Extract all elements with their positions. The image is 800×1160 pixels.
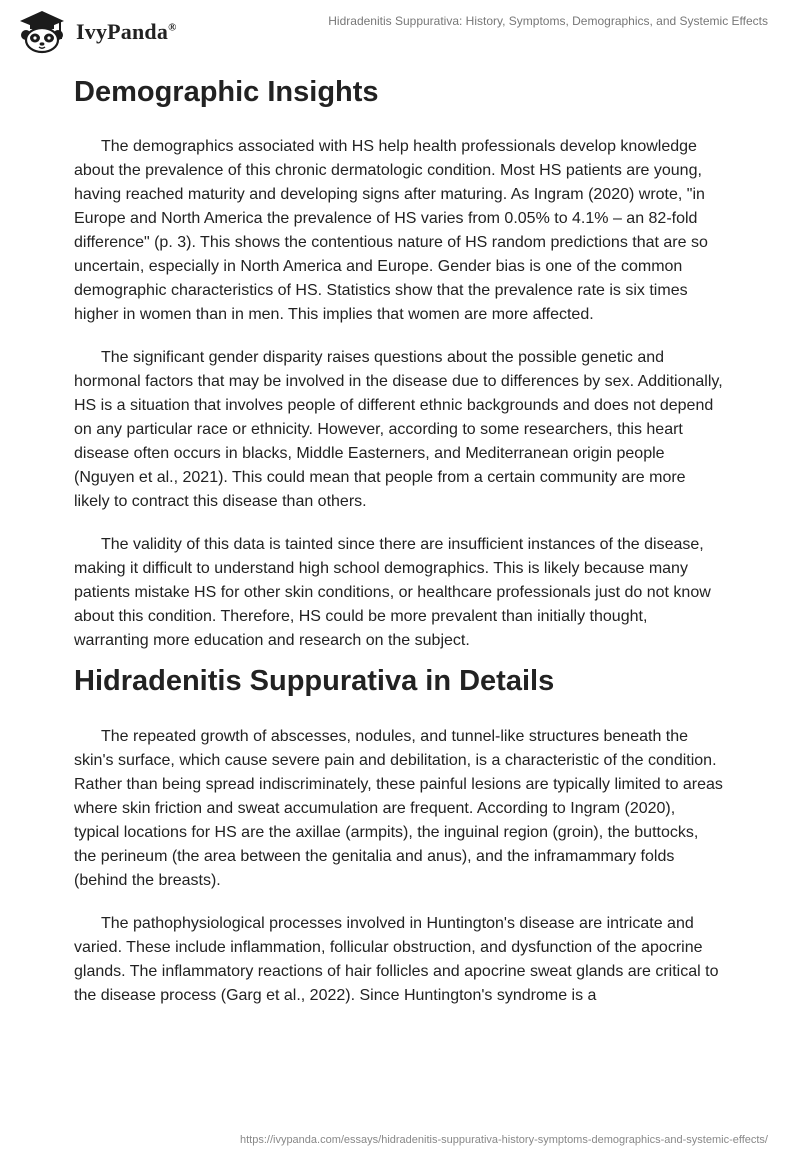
panda-graduate-icon <box>16 8 68 54</box>
section-heading-demographic-insights: Demographic Insights <box>74 76 379 108</box>
ivypanda-logo[interactable] <box>16 8 177 54</box>
paragraph: The demographics associated with HS help health professionals develop knowledge about the prevalence of this chronic dermatologic condition. Most HS patients are young, having reached maturity and developing signs after maturing. As Ingram (2020) wrote, "in Europe and North America the prevalence of HS varies from 0.05% to 4.1% – an 82-fold difference" (p. 3). This shows the contentious nature of HS random predictions that are so uncertain, especially in North America and Europe. Gender bias is one of the common demographic characteristics of HS. Statistics show that the prevalence rate is six times higher in women than in men. This implies that women are more affected. <box>74 138 708 323</box>
page-header <box>0 0 800 60</box>
logo-wordmark <box>76 19 177 45</box>
registered-mark: ® <box>168 21 177 34</box>
source-url[interactable]: https://ivypanda.com/essays/hidradenitis-suppurativa-history-symptoms-demographics-and-systemic-effects/ <box>239 1134 768 1146</box>
logo-name: IvyPanda <box>76 19 169 44</box>
document-running-title: Hidradenitis Suppurativa: History, Symptoms, Demographics, and Systemic Effects <box>328 14 768 28</box>
paragraph: The pathophysiological processes involved in Huntington's disease are intricate and varied. These include inflammation, follicular obstruction, and dysfunction of the apocrine glands. The inflammatory reactions of hair follicles and apocrine sweat glands are critical to the disease process (Garg et al., 2022). Since Huntington's syndrome is a <box>74 915 719 1004</box>
section-heading-hs-details: Hidradenitis Suppurativa in Details <box>74 665 555 697</box>
paragraph: The validity of this data is tainted since there are insufficient instances of the disease, making it difficult to understand high school demographics. This is likely because many patients mistake HS for other skin conditions, or healthcare professionals just do not know about this condition. Therefore, HS could be more prevalent than initially thought, warranting more education and research on the subject. <box>74 536 711 649</box>
essay-body <box>74 72 724 1008</box>
paragraph: The significant gender disparity raises questions about the possible genetic and hormonal factors that may be involved in the disease due to differences by sex. Additionally, HS is a situation that involves people of different ethnic backgrounds and does not depend on any particular race or ethnicity. However, according to some researchers, this heart disease often occurs in blacks, Middle Easterners, and Mediterranean origin people (Nguyen et al., 2021). This could mean that people from a certain community are more likely to contract this disease than others. <box>74 349 723 510</box>
paragraph: The repeated growth of abscesses, nodules, and tunnel-like structures beneath the skin's surface, which cause severe pain and debilitation, is a characteristic of the condition. Rather than being spread indiscriminately, these painful lesions are typically limited to areas where skin friction and sweat accumulation are frequent. According to Ingram (2020), typical locations for HS are the axillae (armpits), the inguinal region (groin), the buttocks, the perineum (the area between the genitalia and anus), and the inframammary folds (behind the breasts). <box>74 728 723 889</box>
